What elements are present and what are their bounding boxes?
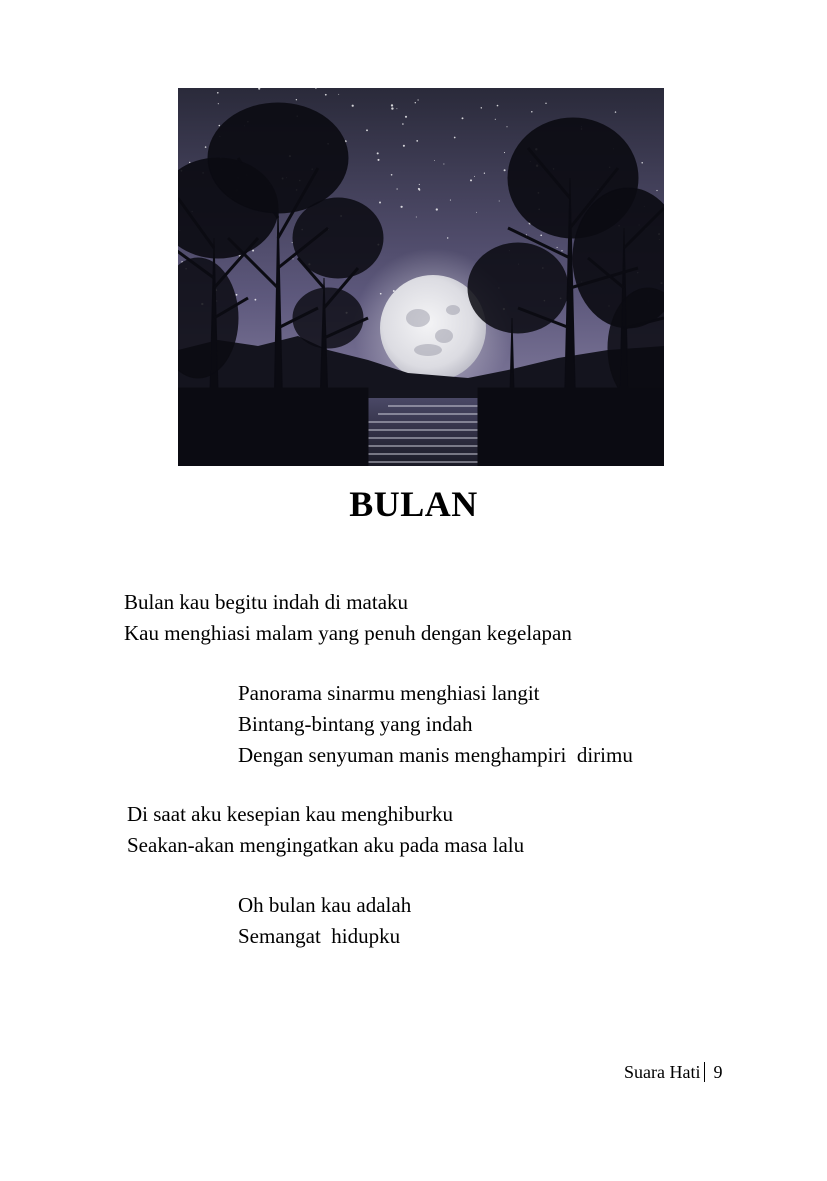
star <box>462 117 464 119</box>
star <box>292 258 293 259</box>
star <box>252 250 254 252</box>
star <box>377 159 379 161</box>
poem-line: Dengan senyuman manis menghampiri dirimu <box>238 743 633 767</box>
star <box>377 152 379 154</box>
star <box>391 107 393 109</box>
star <box>391 104 393 106</box>
star <box>419 189 421 191</box>
star <box>352 105 354 107</box>
poem-line: Seakan-akan mengingatkan aku pada masa lalu <box>127 833 525 857</box>
star <box>325 94 327 96</box>
star <box>656 190 657 191</box>
poem-line: Di saat aku kesepian kau menghiburku <box>127 802 453 826</box>
star <box>415 102 416 103</box>
star <box>292 242 293 243</box>
star <box>218 103 219 104</box>
star <box>443 163 444 164</box>
star <box>531 111 533 113</box>
star <box>545 103 546 104</box>
footer-book-title: Suara Hati <box>624 1062 701 1082</box>
star <box>255 299 257 301</box>
star <box>561 250 562 251</box>
star <box>474 176 475 177</box>
star <box>495 119 496 120</box>
star <box>557 247 558 248</box>
star <box>434 160 435 161</box>
star <box>189 162 190 163</box>
star <box>366 129 368 131</box>
star <box>497 105 499 107</box>
star <box>504 152 505 153</box>
footer-page-number: 9 <box>713 1062 723 1082</box>
star <box>416 140 418 142</box>
page-footer <box>624 1060 722 1084</box>
poem-line: Oh bulan kau adalah <box>238 893 412 917</box>
star <box>396 188 397 189</box>
star <box>217 92 219 94</box>
star <box>396 108 397 109</box>
star <box>391 174 393 176</box>
star <box>615 111 616 112</box>
star <box>419 184 420 185</box>
star <box>338 94 339 95</box>
star <box>296 99 297 100</box>
moon-night-illustration <box>178 88 664 466</box>
star <box>400 206 402 208</box>
star <box>641 162 643 164</box>
star <box>499 201 500 202</box>
star <box>417 99 418 100</box>
star <box>481 107 482 108</box>
star <box>416 217 417 218</box>
poem-line: Bintang-bintang yang indah <box>238 712 473 736</box>
star <box>506 126 507 127</box>
star <box>484 173 485 174</box>
star <box>236 294 238 296</box>
poem-line: Panorama sinarmu menghiasi langit <box>238 681 540 705</box>
star <box>379 202 381 204</box>
star <box>447 237 448 238</box>
star <box>403 145 405 147</box>
star <box>219 125 221 127</box>
star <box>450 200 451 201</box>
star <box>476 212 477 213</box>
star <box>540 234 542 236</box>
star <box>504 169 506 171</box>
star <box>454 137 456 139</box>
star <box>205 146 207 148</box>
star <box>470 179 472 181</box>
star <box>402 123 404 125</box>
star <box>436 208 438 210</box>
poem-line: Kau menghiasi malam yang penuh dengan kegelapan <box>124 621 572 645</box>
poem-line: Bulan kau begitu indah di mataku <box>124 590 409 614</box>
footer-separator <box>704 1062 705 1082</box>
poem-line: Semangat hidupku <box>238 924 401 948</box>
moon-night-image <box>178 88 664 466</box>
star <box>405 116 407 118</box>
poem-title: BULAN <box>349 484 478 524</box>
